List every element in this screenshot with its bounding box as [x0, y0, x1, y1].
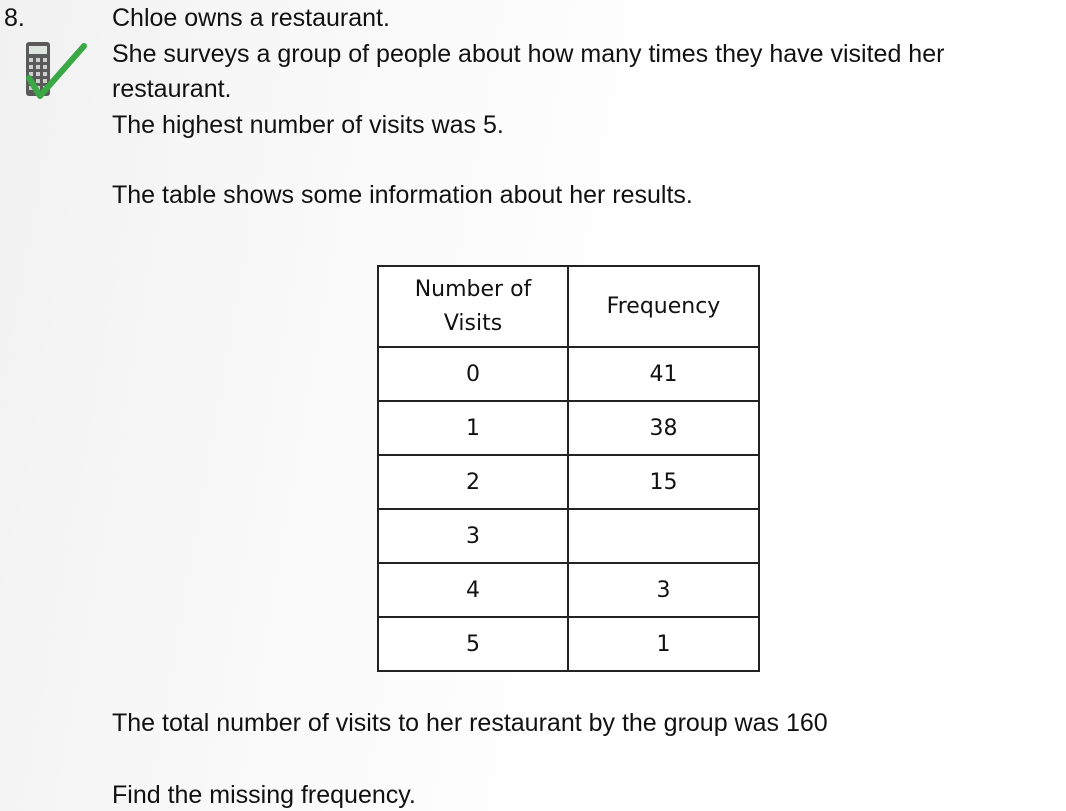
- visits-cell: 3: [378, 509, 568, 563]
- header-visits-line1: Number of: [414, 276, 532, 302]
- question-line-table-intro: The table shows some information about her results.: [112, 181, 693, 209]
- table-row: [378, 347, 759, 401]
- table-row: [378, 401, 759, 455]
- table-row: [378, 455, 759, 509]
- visits-cell: 4: [378, 563, 568, 617]
- question-line-survey-cont: restaurant.: [112, 75, 232, 103]
- header-visits-line2: Visits: [443, 310, 503, 336]
- question-line-highest: The highest number of visits was 5.: [112, 111, 504, 139]
- frequency-table: [377, 265, 760, 672]
- question-number: 8.: [4, 4, 25, 32]
- table-header-row: [378, 266, 759, 347]
- frequency-cell: 3: [568, 563, 759, 617]
- question-line-survey: She surveys a group of people about how many times they have visited her: [112, 40, 945, 68]
- frequency-cell: 38: [568, 401, 759, 455]
- frequency-cell-missing: [568, 509, 759, 563]
- visits-cell: 0: [378, 347, 568, 401]
- table-row: [378, 617, 759, 671]
- table-row: [378, 509, 759, 563]
- visits-cell: 5: [378, 617, 568, 671]
- visits-cell: 1: [378, 401, 568, 455]
- frequency-cell: 15: [568, 455, 759, 509]
- calculator-allowed-icon: [24, 40, 88, 102]
- header-frequency: Frequency: [568, 266, 759, 347]
- frequency-cell: 1: [568, 617, 759, 671]
- table-row: [378, 563, 759, 617]
- visits-cell: 2: [378, 455, 568, 509]
- question-line-intro: Chloe owns a restaurant.: [112, 4, 390, 32]
- header-number-of-visits: [378, 266, 568, 347]
- question-line-total: The total number of visits to her restaurant by the group was 160: [112, 709, 828, 737]
- frequency-cell: 41: [568, 347, 759, 401]
- question-line-prompt: Find the missing frequency.: [112, 781, 416, 809]
